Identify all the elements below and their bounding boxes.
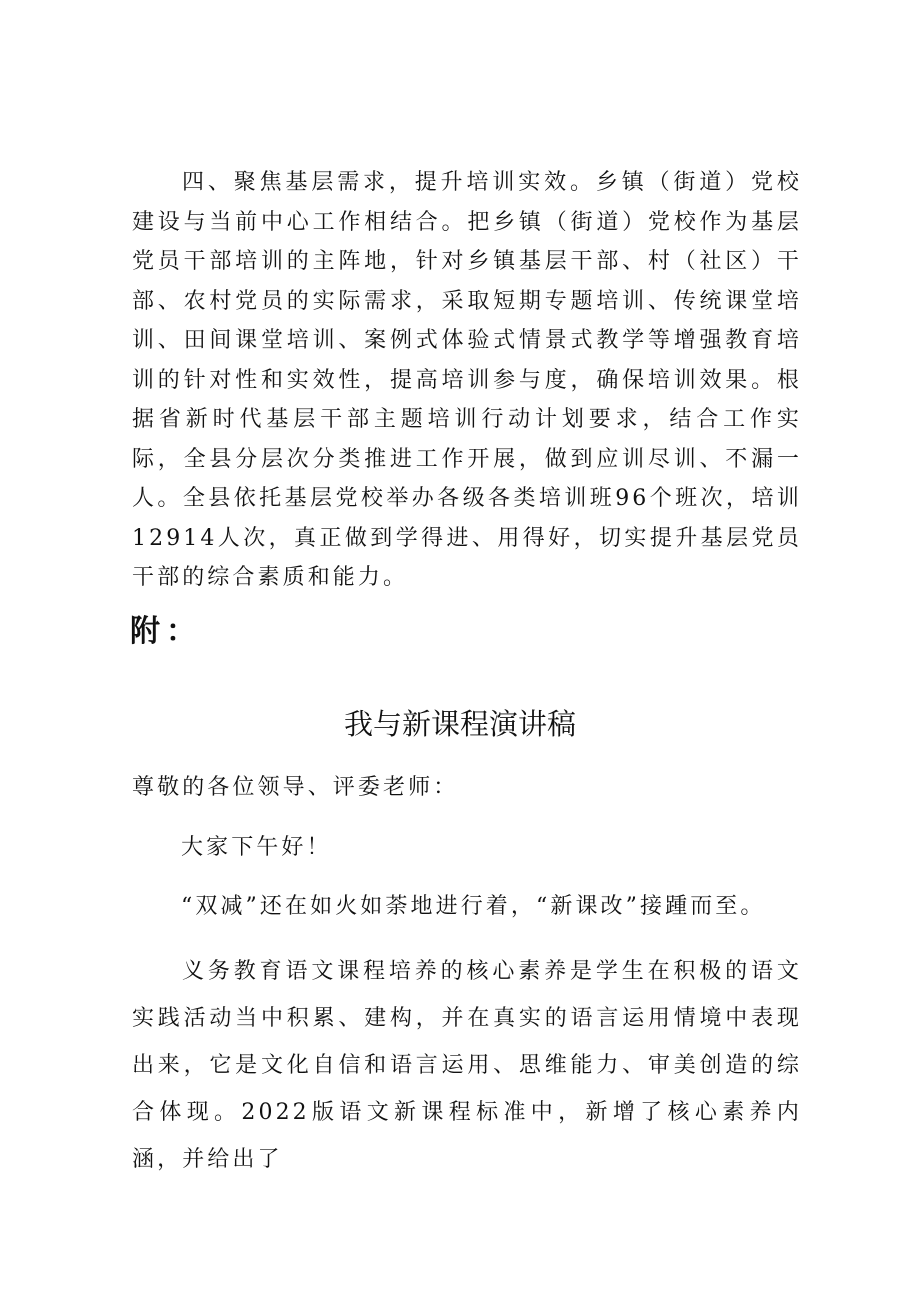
speech-title: 我与新课程演讲稿 xyxy=(343,707,576,741)
lead-sentence: “双减”还在如火如荼地进行着，“新课改”接踵而至。 xyxy=(181,894,766,919)
appendix-heading: 附： xyxy=(130,614,202,649)
greeting: 大家下午好！ xyxy=(181,835,332,860)
salutation: 尊敬的各位领导、评委老师： xyxy=(132,775,459,800)
section-four-paragraph: 四、聚焦基层需求，提升培训实效。乡镇（街道）党校建设与当前中心工作相结合。把乡镇（街道）党校作为基层党员干部培训的主阵地，针对乡镇基层干部、村（社区）干部、农村党员的实际需求，采取短期专题培训、传统课堂培训、田间课堂培训、案例式体验式情景式教学等增强教育培训的针对性和实效性，提高培训参与度，确保培训效果。根据省新时代基层干部主题培训行动计划要求，结合工作实际，全县分层次分类推进工作开展，做到应训尽训、不漏一人。全县依托基层党校举办各级各类培训班96个班次，培训12914人次，真正做到学得进、用得好，切实提升基层党员干部的综合素质和能力。 xyxy=(132,170,802,590)
core-literacy-paragraph: 义务教育语文课程培养的核心素养是学生在积极的语文实践活动当中积累、建构，并在真实的语言运用情境中表现出来，它是文化自信和语言运用、思维能力、审美创造的综合体现。2022版语文新课程标准中，新增了核心素养内涵，并给出了 xyxy=(132,959,802,1172)
